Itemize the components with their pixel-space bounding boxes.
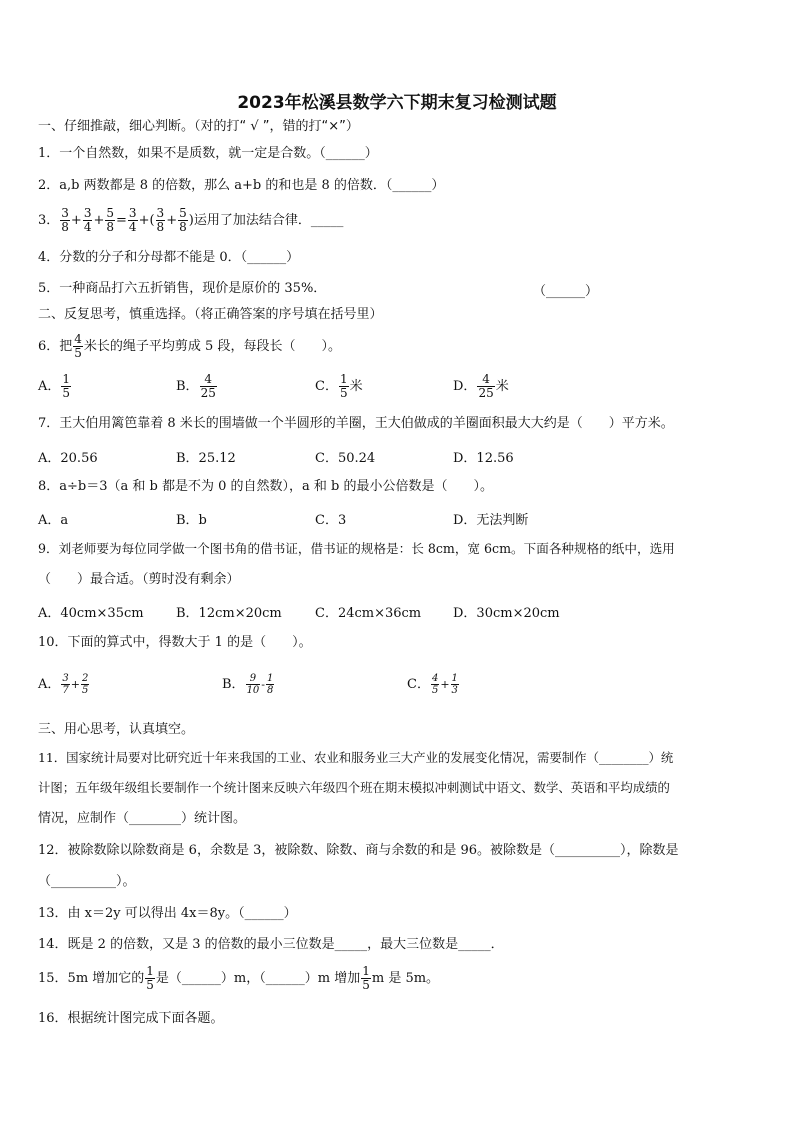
option-a: A． $\frac{1}{5}$ <box>38 372 71 400</box>
question-7: 7．王大伯用篱笆靠着 8 米长的围墙做一个半圆形的羊圈，王大伯做成的羊圈面积最大大约是（ ）平方米。 <box>38 416 674 431</box>
fraction: $\frac{4}{5}$ <box>74 332 82 360</box>
section-heading-1: 一、仔细推敲，细心判断。（对的打“ √ ”，错的打“×”） <box>38 119 359 134</box>
option-c: C．3 <box>315 513 347 528</box>
plus-sign: + <box>70 213 82 228</box>
fraction: $\frac{3}{4}$ <box>83 206 92 234</box>
question-8: 8．a÷b＝3（a 和 b 都是不为 0 的自然数），a 和 b 的最小公倍数是（ ）。 <box>38 479 493 494</box>
option-a: A． $\frac{3}{7}$ + $\frac{2}{5}$ <box>38 673 89 696</box>
fraction: $\frac{5}{8}$ <box>179 206 187 234</box>
page-title: 2023年松溪县数学六下期末复习检测试题 <box>237 93 557 113</box>
plus-sign: + <box>138 213 150 228</box>
fraction: $\frac{5}{8}$ <box>106 206 115 234</box>
option-d: D．无法判断 <box>453 513 529 528</box>
left-paren: ( <box>149 213 155 228</box>
question-5: 5．一种商品打六五折销售，现价是原价的 35%． <box>38 281 327 296</box>
question-11-line-2: 计图；五年级年级组长要制作一个统计图来反映六年级四个班在期末模拟冲刺测试中语文、数学、英语和平均成绩的 <box>38 780 670 795</box>
option-d: D．30cm×20cm <box>453 606 560 621</box>
fraction: $\frac{3}{8}$ <box>156 206 165 234</box>
plus-sign: + <box>166 213 178 228</box>
question-6 <box>38 330 341 364</box>
option-b: B． $\frac{4}{25}$ <box>176 372 216 400</box>
option-d: D． $\frac{4}{25}$ 米 <box>453 372 509 400</box>
option-b: B． $\frac{9}{10}$ - $\frac{1}{8}$ <box>222 673 274 696</box>
equals-sign: = <box>116 213 127 228</box>
section-heading-3: 三、用心思考，认真填空。 <box>38 722 195 737</box>
question-9-line-1: 9．刘老师要为每位同学做一个图书角的借书证，借书证的规格是：长 8cm，宽 6cm。下面各种规格的纸中，选用 <box>38 541 675 556</box>
question-11-line-1: 11．国家统计局要对比研究近十年来我国的工业、农业和服务业三大产业的发展变化情况，需要制作（________）统 <box>38 750 674 765</box>
question-10: 10．下面的算式中，得数大于 1 的是（ ）。 <box>38 635 312 650</box>
option-c: C．24cm×36cm <box>315 606 422 621</box>
section-heading-2: 二、反复思考，慎重选择。（将正确答案的序号填在括号里） <box>38 307 383 322</box>
option-c: C． $\frac{4}{5}$ + $\frac{1}{3}$ <box>407 673 458 696</box>
option-b: B．b <box>176 513 207 528</box>
q6-suffix: 米长的绳子平均剪成 5 段，每段长（ ）。 <box>83 339 341 354</box>
question-12-line-1: 12．被除数除以除数商是 6，余数是 3，被除数、除数、商与余数的和是 96。被除数是（__________），除数是 <box>38 843 679 858</box>
right-paren: ) <box>188 213 194 228</box>
question-14: 14．既是 2 的倍数，又是 3 的倍数的最小三位数是_____，最大三位数是_____． <box>38 937 504 952</box>
option-a: A．20.56 <box>38 451 98 466</box>
answer-blank: （______） <box>533 284 599 299</box>
q3-tail: 运用了加法结合律．_____ <box>193 213 344 228</box>
question-2: 2．a,b 两数都是 8 的倍数，那么 a+b 的和也是 8 的倍数．（______） <box>38 178 445 193</box>
question-1: 1．一个自然数，如果不是质数，就一定是合数。（______） <box>38 146 378 161</box>
option-d: D．12.56 <box>453 451 514 466</box>
option-b: B．12cm×20cm <box>176 606 282 621</box>
question-4: 4．分数的分子和分母都不能是 0．（______） <box>38 250 300 265</box>
option-b: B．25.12 <box>176 451 236 466</box>
fraction: $\frac{3}{8}$ <box>61 206 69 234</box>
q3-number: 3． <box>38 213 60 228</box>
question-15: 15．5m 增加它的 $\frac{1}{5}$ 是（______）m，（______）m 增加 $\frac{1}{5}$ m 是 5m。 <box>38 964 440 992</box>
fraction: $\frac{3}{4}$ <box>128 206 137 234</box>
question-12-line-2: （__________）。 <box>38 874 136 889</box>
q6-prefix: 6．把 <box>38 339 73 354</box>
option-c: C．50.24 <box>315 451 376 466</box>
option-c: C． $\frac{1}{5}$ 米 <box>315 372 363 400</box>
question-13: 13．由 x＝2y 可以得出 4x＝8y。（______） <box>38 906 297 921</box>
question-11-line-3: 情况，应制作（________）统计图。 <box>38 811 247 826</box>
option-a: A．a <box>38 513 69 528</box>
option-a: A．40cm×35cm <box>38 606 144 621</box>
question-9-line-2: （ ）最合适。（剪时没有剩余） <box>38 572 240 587</box>
question-3 <box>38 205 343 237</box>
plus-sign: + <box>93 213 105 228</box>
question-16: 16．根据统计图完成下面各题。 <box>38 1011 224 1026</box>
